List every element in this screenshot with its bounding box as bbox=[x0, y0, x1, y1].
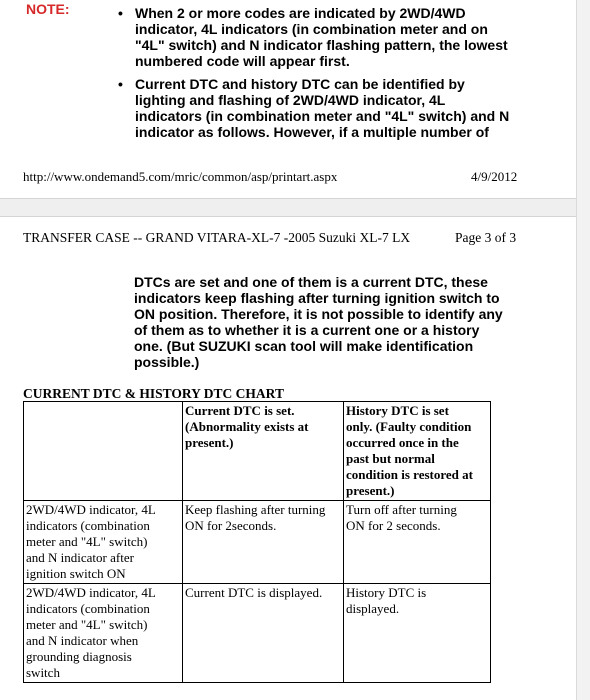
cell-line: only. (Faulty condition bbox=[346, 419, 472, 434]
note-bullet-1 bbox=[118, 5, 538, 69]
paragraph-line: ON position. Therefore, it is not possible to identify any bbox=[134, 306, 503, 322]
dtc-chart-table bbox=[23, 401, 491, 683]
bullet-line: indicator as follows. However, if a multiple number of bbox=[135, 124, 489, 140]
cell-line: 2WD/4WD indicator, 4L bbox=[26, 502, 156, 517]
cell-line: Current DTC is displayed. bbox=[185, 585, 323, 600]
bullet-line: numbered code will appear first. bbox=[135, 53, 350, 69]
table-row bbox=[24, 501, 491, 584]
cell-line: and N indicator after bbox=[26, 550, 134, 565]
note-bullet-list bbox=[118, 5, 538, 147]
cell-line: indicators (combination bbox=[26, 601, 150, 616]
cell-line: meter and "4L" switch) bbox=[26, 617, 148, 632]
bullet-line: lighting and flashing of 2WD/4WD indicator, 4L bbox=[135, 92, 446, 108]
cell-line: indicators (combination bbox=[26, 518, 150, 533]
header-cell-empty bbox=[24, 402, 183, 501]
cell-line: past but normal bbox=[346, 451, 435, 466]
bullet-icon: • bbox=[118, 76, 123, 92]
cell-line: ON for 2seconds. bbox=[185, 518, 277, 533]
paragraph-line: DTCs are set and one of them is a current DTC, these bbox=[134, 274, 488, 290]
current-dtc-cell bbox=[183, 501, 344, 584]
cell-line: and N indicator when bbox=[26, 633, 139, 648]
cell-line: ON for 2 seconds. bbox=[346, 518, 441, 533]
cell-line: Current DTC is set. bbox=[185, 403, 295, 418]
note-label: NOTE: bbox=[26, 1, 70, 17]
cell-line: Turn off after turning bbox=[346, 502, 457, 517]
bullet-line: "4L" switch) and N indicator flashing pattern, the lowest bbox=[135, 37, 508, 53]
page-edge bbox=[576, 0, 590, 700]
paragraph-line: possible.) bbox=[134, 354, 200, 370]
cell-line: switch bbox=[26, 665, 60, 680]
bullet-line: Current DTC and history DTC can be identified by bbox=[135, 76, 465, 92]
cell-line: displayed. bbox=[346, 601, 400, 616]
header-cell-history-dtc bbox=[344, 402, 491, 501]
current-dtc-cell bbox=[183, 584, 344, 683]
cell-line: History DTC is set bbox=[346, 403, 449, 418]
cell-line: (Abnormality exists at bbox=[185, 419, 309, 434]
chart-title: CURRENT DTC & HISTORY DTC CHART bbox=[23, 386, 284, 401]
cell-line: meter and "4L" switch) bbox=[26, 534, 148, 549]
cell-line: ignition switch ON bbox=[26, 566, 126, 581]
table-header-row bbox=[24, 402, 491, 501]
bullet-icon: • bbox=[118, 5, 123, 21]
cell-line: Keep flashing after turning bbox=[185, 502, 326, 517]
cell-line: present.) bbox=[346, 483, 395, 498]
table-row bbox=[24, 584, 491, 683]
bullet-line: When 2 or more codes are indicated by 2WD/4WD bbox=[135, 5, 466, 21]
page-number: Page 3 of 3 bbox=[455, 230, 517, 245]
row-label-cell bbox=[24, 501, 183, 584]
cell-line: present.) bbox=[185, 435, 234, 450]
bullet-line: indicator, 4L indicators (in combination meter and on bbox=[135, 21, 488, 37]
footer-date: 4/9/2012 bbox=[471, 169, 518, 184]
note-bullet-2 bbox=[118, 76, 538, 140]
body-paragraph bbox=[134, 274, 524, 370]
cell-line: 2WD/4WD indicator, 4L bbox=[26, 585, 156, 600]
header-cell-current-dtc bbox=[183, 402, 344, 501]
row-label-cell bbox=[24, 584, 183, 683]
paragraph-line: indicators keep flashing after turning ignition switch to bbox=[134, 290, 500, 306]
history-dtc-cell bbox=[344, 584, 491, 683]
paragraph-line: of them as to whether it is a current one or a history bbox=[134, 322, 480, 338]
cell-line: condition is restored at bbox=[346, 467, 473, 482]
cell-line: occurred once in the bbox=[346, 435, 459, 450]
page-header-title: TRANSFER CASE -- GRAND VITARA-XL-7 -2005 Suzuki XL-7 LX bbox=[23, 230, 411, 245]
page-break-divider bbox=[0, 198, 590, 217]
bullet-line: indicators (in combination meter and "4L" switch) and N bbox=[135, 108, 510, 124]
cell-line: History DTC is bbox=[346, 585, 427, 600]
footer-url: http://www.ondemand5.com/mric/common/asp/printart.aspx bbox=[23, 169, 338, 184]
cell-line: grounding diagnosis bbox=[26, 649, 132, 664]
history-dtc-cell bbox=[344, 501, 491, 584]
paragraph-line: one. (But SUZUKI scan tool will make identification bbox=[134, 338, 474, 354]
